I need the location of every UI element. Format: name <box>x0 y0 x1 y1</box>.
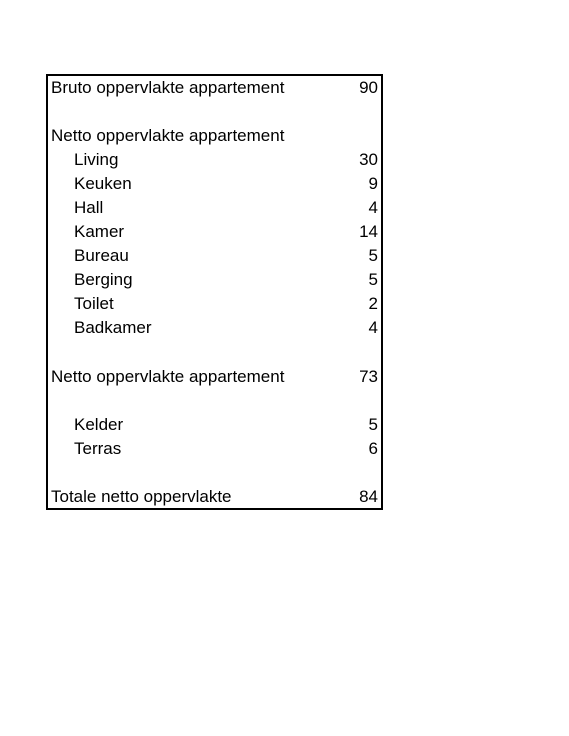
row-value: 5 <box>368 270 378 289</box>
table-row-netto-total <box>48 365 381 389</box>
row-value: 4 <box>368 318 378 337</box>
row-label: Totale netto oppervlakte <box>51 487 232 506</box>
table-row-keuken <box>48 172 381 196</box>
row-label: Bruto oppervlakte appartement <box>51 78 285 97</box>
row-value: 5 <box>368 415 378 434</box>
row-value: 30 <box>359 150 378 169</box>
table-row-kamer <box>48 220 381 244</box>
row-value: 4 <box>368 198 378 217</box>
table-row-berging <box>48 268 381 292</box>
table-row-bruto <box>48 76 381 100</box>
row-value: 90 <box>359 78 378 97</box>
table-row-totale <box>48 485 381 509</box>
row-label: Kamer <box>74 222 125 241</box>
row-value: 84 <box>359 487 378 506</box>
row-label: Toilet <box>74 294 114 313</box>
table-row-living <box>48 148 381 172</box>
row-value: 14 <box>359 222 378 241</box>
row-label: Netto oppervlakte appartement <box>51 126 285 145</box>
table-row-netto-header <box>48 124 381 148</box>
row-label: Hall <box>74 198 104 217</box>
row-label: Kelder <box>74 415 124 434</box>
row-value: 2 <box>368 294 378 313</box>
row-label: Keuken <box>74 174 132 193</box>
row-label: Badkamer <box>74 318 152 337</box>
row-value: 73 <box>359 367 378 386</box>
row-label: Berging <box>74 270 133 289</box>
row-label: Living <box>74 150 119 169</box>
row-label: Netto oppervlakte appartement <box>51 367 285 386</box>
table-row-badkamer <box>48 316 381 340</box>
table-row-bureau <box>48 244 381 268</box>
area-table <box>46 74 383 510</box>
table-row-kelder <box>48 413 381 437</box>
row-value: 6 <box>368 439 378 458</box>
row-value: 9 <box>368 174 378 193</box>
row-label: Bureau <box>74 246 129 265</box>
row-value: 5 <box>368 246 378 265</box>
row-label: Terras <box>74 439 122 458</box>
table-row-toilet <box>48 292 381 316</box>
table-row-hall <box>48 196 381 220</box>
table-row-terras <box>48 437 381 461</box>
